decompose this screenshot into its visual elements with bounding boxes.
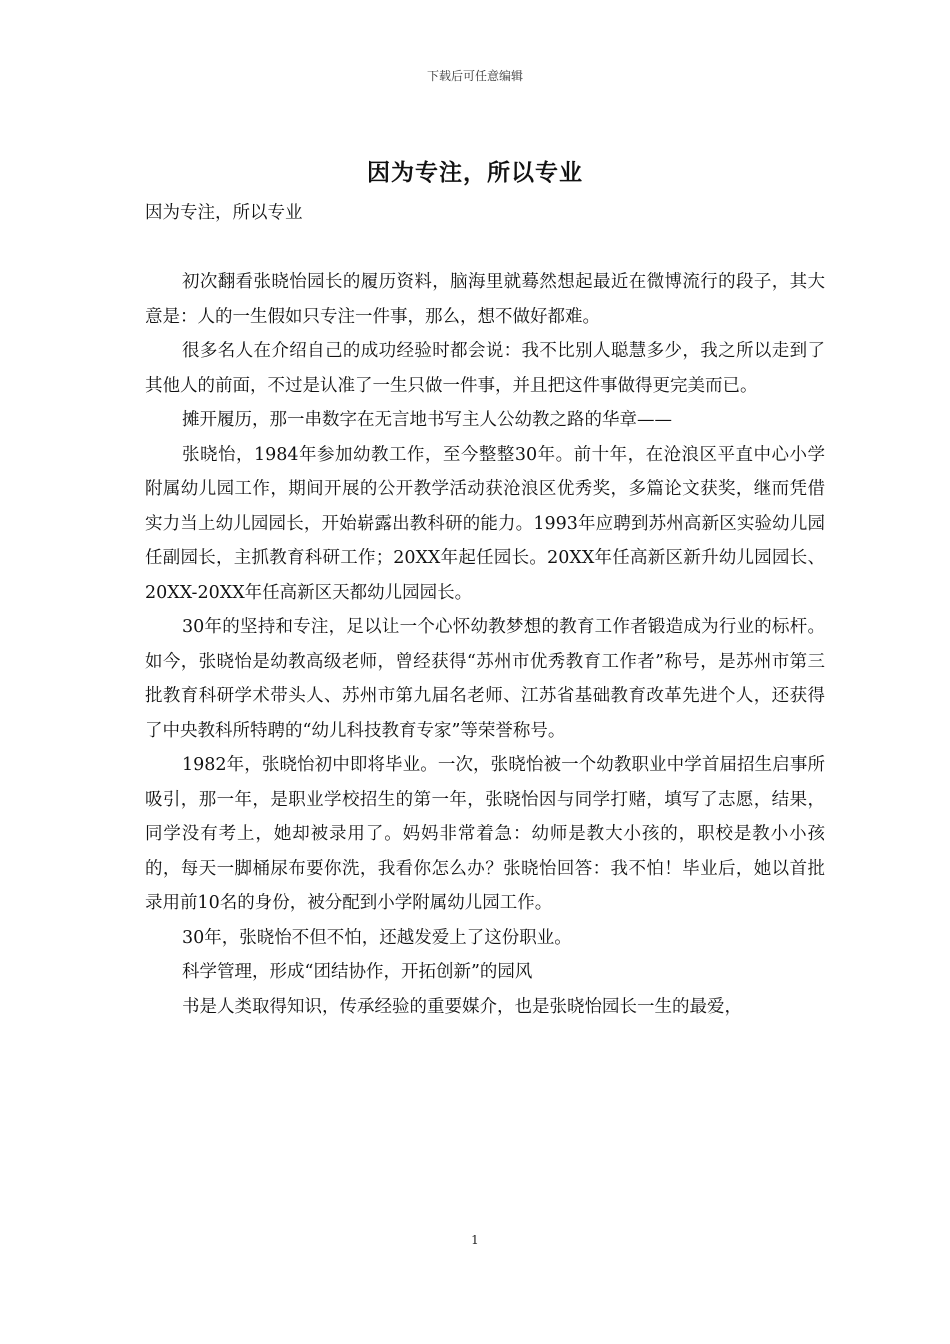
paragraph: 30年的坚持和专注，足以让一个心怀幼教梦想的教育工作者锻造成为行业的标杆。如今，张晓怡是幼教高级老师，曾经获得“苏州市优秀教育工作者”称号，是苏州市第三批教育科研学术带头人、苏州市第九届名老师、江苏省基础教育改革先进个人，还获得了中央教科所特聘的“幼儿科技教育专家”等荣誉称号。 xyxy=(145,617,825,741)
paragraph: 很多名人在介绍自己的成功经验时都会说：我不比别人聪慧多少，我之所以走到了其他人的前面，不过是认准了一生只做一件事，并且把这件事做得更完美而已。 xyxy=(145,341,825,396)
paragraph: 30年，张晓怡不但不怕，还越发爱上了这份职业。 xyxy=(182,927,572,948)
paragraph: 书是人类取得知识，传承经验的重要媒介，也是张晓怡园长一生的最爱， xyxy=(182,996,742,1017)
document-title: 因为专注，所以专业 xyxy=(367,159,583,186)
document-body xyxy=(145,196,825,1024)
document-subtitle: 因为专注，所以专业 xyxy=(145,203,303,223)
page-header-note: 下载后可任意编辑 xyxy=(426,69,523,83)
section-heading: 科学管理，形成“团结协作，开拓创新”的园风 xyxy=(182,962,533,982)
page-number: 1 xyxy=(471,1233,479,1247)
blank-line xyxy=(145,231,825,266)
paragraph: 摊开履历，那一串数字在无言地书写主人公幼教之路的华章—— xyxy=(182,410,672,430)
paragraph: 1982年，张晓怡初中即将毕业。一次，张晓怡被一个幼教职业中学首届招生启事所吸引，那一年，是职业学校招生的第一年，张晓怡因与同学打赌，填写了志愿，结果，同学没有考上，她却被录用了。妈妈非常着急：幼师是教大小孩的，职校是教小小孩的，每天一脚桶尿布要你洗，我看你怎么办？张晓怡回答：我不怕！毕业后，她以首批录用前10名的身份，被分配到小学附属幼儿园工作。 xyxy=(145,755,825,913)
paragraph: 初次翻看张晓怡园长的履历资料，脑海里就蓦然想起最近在微博流行的段子，其大意是：人的一生假如只专注一件事，那么，想不做好都难。 xyxy=(145,272,825,327)
paragraph: 张晓怡，1984年参加幼教工作，至今整整30年。前十年，在沧浪区平直中心小学附属幼儿园工作，期间开展的公开教学活动获沧浪区优秀奖，多篇论文获奖，继而凭借实力当上幼儿园园长，开始崭露出教科研的能力。1993年应聘到苏州高新区实验幼儿园任副园长，主抓教育科研工作；20XX年起任园长。20XX年任高新区新升幼儿园园长、20XX-20XX年任高新区天都幼儿园园长。 xyxy=(145,444,825,603)
